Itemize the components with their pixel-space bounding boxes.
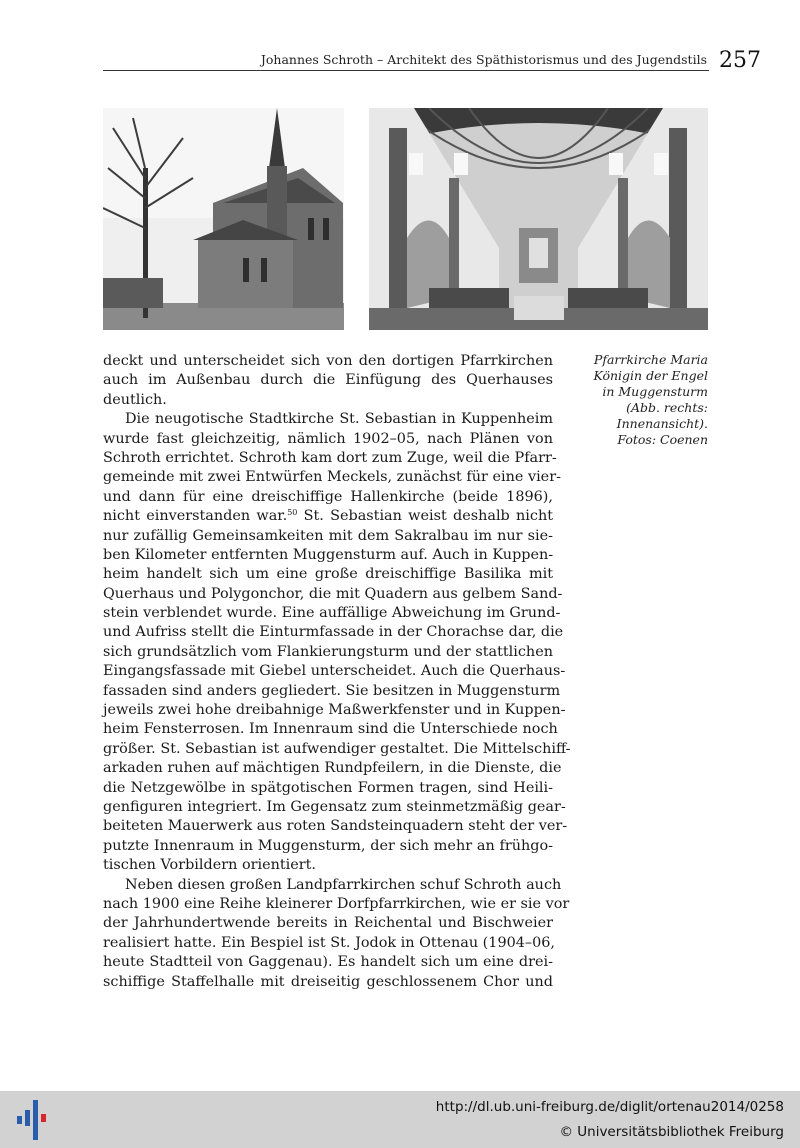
text-line: heim handelt sich um eine große dreischiffige Basilika mit xyxy=(103,566,553,583)
church-interior-photo xyxy=(369,108,708,330)
text-line: auch im Außenbau durch die Einfügung des Querhauses xyxy=(103,372,553,389)
text-line: sich grundsätzlich vom Flankierungsturm und der stattlichen xyxy=(103,643,553,660)
text-line: nach 1900 eine Reihe kleinerer Dorfpfarrkirchen, wie er sie vor xyxy=(103,895,570,912)
text-line: arkaden ruhen auf mächtigen Rundpfeilern, in die Dienste, die xyxy=(103,760,562,777)
footer-bar xyxy=(0,1091,800,1148)
text-line: wurde fast gleichzeitig, nämlich 1902–05, nach Plänen von xyxy=(103,430,553,447)
text-line: Neben diesen großen Landpfarrkirchen schuf Schroth auch xyxy=(125,876,562,893)
figure-caption xyxy=(585,352,708,448)
running-header xyxy=(103,50,763,76)
text-line: und Aufriss stellt die Einturmfassade in der Chorachse dar, die xyxy=(103,624,564,641)
text-fragment: St. Sebastian weist deshalb nicht xyxy=(303,508,554,525)
text-line: heim Fensterrosen. Im Innenraum sind die Unterschiede noch xyxy=(103,721,558,738)
caption-line: Pfarrkirche Maria xyxy=(593,352,708,367)
copyright-text: © Universitätsbibliothek Freiburg xyxy=(559,1124,784,1140)
text-line: und dann für eine dreischiffige Hallenkirche (beide 1896), xyxy=(103,488,553,505)
text-line: Eingangsfassade mit Giebel unterscheidet. Auch die Querhaus- xyxy=(103,663,566,680)
header-title: Johannes Schroth – Architekt des Späthistorismus und des Jugendstils xyxy=(260,52,707,67)
text-line: nur zufällig Gemeinsamkeiten mit dem Sakralbau im nur sie- xyxy=(103,527,553,544)
text-line: realisiert hatte. Ein Bespiel ist St. Jodok in Ottenau (1904–06, xyxy=(103,934,556,951)
text-line: größer. St. Sebastian ist aufwendiger gestaltet. Die Mittelschiff- xyxy=(103,740,571,757)
text-line: jeweils zwei hohe dreibahnige Maßwerkfenster und in Kuppen- xyxy=(103,702,566,719)
source-url-link[interactable]: http://dl.ub.uni-freiburg.de/diglit/ortenau2014/0258 xyxy=(435,1099,784,1115)
body-text xyxy=(103,352,571,992)
caption-line: Innenansicht). xyxy=(616,416,708,431)
text-line: der Jahrhundertwende bereits in Reichental und Bischweier xyxy=(103,915,553,932)
text-line: Querhaus und Polygonchor, die mit Quadern aus gelbem Sand- xyxy=(103,585,563,602)
text-line: die Netzgewölbe in spätgotischen Formen tragen, sind Heili- xyxy=(103,779,553,796)
church-exterior-photo xyxy=(103,108,344,330)
footnote-ref[interactable]: 50 xyxy=(287,508,298,518)
text-line: schiffige Staffelhalle mit dreiseitig geschlossenem Chor und xyxy=(103,973,553,990)
ub-freiburg-logo-icon xyxy=(14,1100,52,1140)
text-line: Die neugotische Stadtkirche St. Sebastian in Kuppenheim xyxy=(125,411,553,428)
text-line: ben Kilometer entfernten Muggensturm auf. Auch in Kuppen- xyxy=(103,546,554,563)
text-line: deutlich. xyxy=(103,391,167,408)
caption-line: (Abb. rechts: xyxy=(626,400,708,415)
text-line: genfiguren integriert. Im Gegensatz zum steinmetzmäßig gear- xyxy=(103,798,566,815)
text-line: stein verblendet wurde. Eine auffällige Abweichung im Grund- xyxy=(103,605,561,622)
text-line: heute Stadtteil von Gaggenau). Es handelt sich um eine drei- xyxy=(103,954,553,971)
text-line: deckt und unterscheidet sich von den dortigen Pfarrkirchen xyxy=(103,353,553,369)
text-line: fassaden sind anders gegliedert. Sie besitzen in Muggensturm xyxy=(103,682,561,699)
text-line: putzte Innenraum in Muggensturm, der sich mehr an frühgo- xyxy=(103,837,553,854)
text-line: gemeinde mit zwei Entwürfen Meckels, zunächst für eine vier- xyxy=(103,469,561,486)
page-number: 257 xyxy=(719,48,761,73)
caption-line: Königin der Engel xyxy=(593,368,708,383)
caption-line: in Muggensturm xyxy=(602,384,708,399)
text-line-with-footnote xyxy=(103,507,553,526)
caption-line: Fotos: Coenen xyxy=(617,432,708,447)
header-rule xyxy=(103,70,709,71)
text-line: Schroth errichtet. Schroth kam dort zum Zuge, weil die Pfarr- xyxy=(103,449,557,466)
text-line: tischen Vorbildern orientiert. xyxy=(103,857,317,874)
text-line: beiteten Mauerwerk aus roten Sandsteinquadern steht der ver- xyxy=(103,818,568,835)
text-fragment: nicht einverstanden war. xyxy=(103,508,288,525)
